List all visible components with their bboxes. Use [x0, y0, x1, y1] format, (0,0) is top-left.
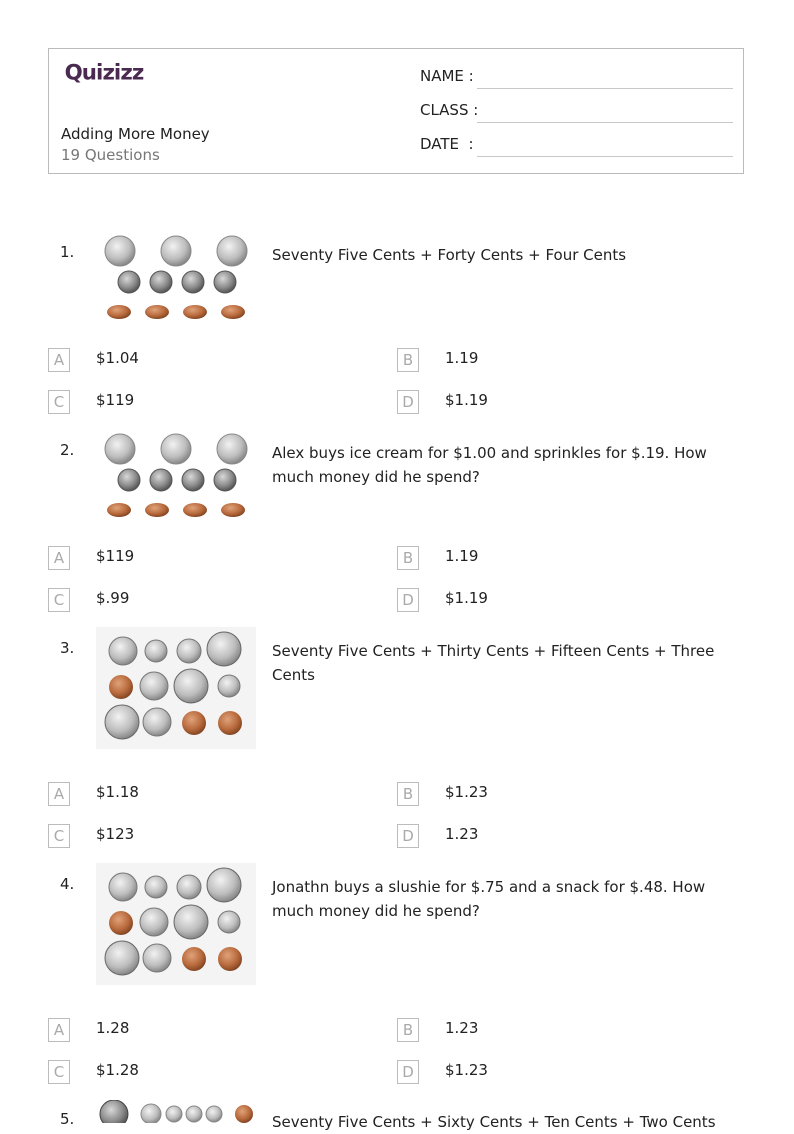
name-line[interactable]	[477, 88, 733, 89]
quizizz-logo	[61, 59, 161, 85]
option-value: $1.19	[445, 391, 488, 409]
name-label: NAME :	[420, 67, 474, 85]
option-value: 1.19	[445, 349, 479, 367]
svg-text:Quizizz: Quizizz	[64, 60, 144, 85]
option-letter[interactable]: A	[48, 546, 70, 570]
date-line[interactable]	[477, 156, 733, 157]
option-value: $1.04	[96, 349, 139, 367]
coins-row-image	[96, 1100, 256, 1123]
class-label: CLASS :	[420, 101, 479, 119]
question-text: Seventy Five Cents + Forty Cents + Four Cents	[272, 246, 627, 264]
worksheet-title: Adding More Money	[61, 125, 210, 143]
question-number: 5.	[60, 1110, 75, 1128]
question-number: 1.	[60, 243, 75, 261]
penny-coins	[107, 503, 245, 517]
option-value: 1.19	[445, 547, 479, 565]
option-value: 1.28	[96, 1019, 130, 1037]
coins-quarters-dimes-pennies-image	[96, 233, 256, 333]
option-value: $119	[96, 547, 135, 565]
quarter-coins	[105, 236, 247, 266]
option-letter[interactable]: D	[397, 390, 419, 414]
question-number: 2.	[60, 441, 75, 459]
date-label: DATE :	[420, 135, 474, 153]
option-value: $123	[96, 825, 135, 843]
option-value: 1.23	[445, 1019, 479, 1037]
penny-coins	[107, 305, 245, 319]
option-value: $.99	[96, 589, 130, 607]
option-letter[interactable]: D	[397, 1060, 419, 1084]
option-value: $1.23	[445, 1061, 488, 1079]
question-text: Jonathn buys a slushie for $.75 and a snack for $.48. How much money did he spend?	[272, 878, 706, 920]
quarter-coins	[105, 434, 247, 464]
option-letter[interactable]: A	[48, 782, 70, 806]
question-text: Seventy Five Cents + Sixty Cents + Ten Cents + Two Cents	[272, 1113, 716, 1131]
option-value: $1.18	[96, 783, 139, 801]
option-letter[interactable]: C	[48, 588, 70, 612]
question-count: 19 Questions	[61, 146, 160, 164]
option-letter[interactable]: C	[48, 824, 70, 848]
date-field[interactable]	[420, 135, 733, 159]
class-line[interactable]	[477, 122, 733, 123]
option-letter[interactable]: C	[48, 1060, 70, 1084]
class-field[interactable]	[420, 101, 733, 125]
option-letter[interactable]: A	[48, 348, 70, 372]
option-letter[interactable]: B	[397, 348, 419, 372]
option-letter[interactable]: C	[48, 390, 70, 414]
question-text: Seventy Five Cents + Thirty Cents + Fifteen Cents + Three Cents	[272, 642, 715, 684]
dime-coins	[118, 469, 236, 491]
option-letter[interactable]: B	[397, 546, 419, 570]
worksheet-header	[48, 48, 744, 174]
coins-quarters-dimes-pennies-image	[96, 431, 256, 531]
option-letter[interactable]: B	[397, 782, 419, 806]
question-number: 3.	[60, 639, 75, 657]
option-letter[interactable]: D	[397, 588, 419, 612]
option-value: 1.23	[445, 825, 479, 843]
coins-mixed-pile-image	[96, 863, 256, 985]
option-letter[interactable]: B	[397, 1018, 419, 1042]
option-letter[interactable]: D	[397, 824, 419, 848]
question-text: Alex buys ice cream for $1.00 and sprinkles for $.19. How much money did he spend?	[272, 444, 707, 486]
option-value: $1.19	[445, 589, 488, 607]
option-value: $1.23	[445, 783, 488, 801]
option-value: $119	[96, 391, 135, 409]
dime-coins	[118, 271, 236, 293]
option-letter[interactable]: A	[48, 1018, 70, 1042]
question-number: 4.	[60, 875, 75, 893]
option-value: $1.28	[96, 1061, 139, 1079]
name-field[interactable]	[420, 67, 733, 91]
coins-mixed-pile-image	[96, 627, 256, 749]
